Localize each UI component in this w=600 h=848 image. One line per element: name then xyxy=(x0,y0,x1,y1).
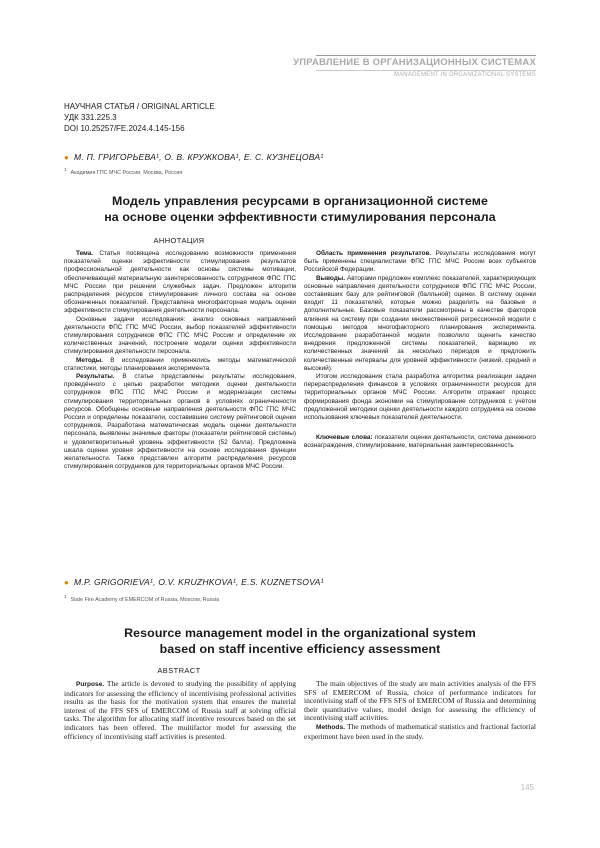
text-methods-en: The methods of mathematical statistics and fractional factorial experiment have been used in the study. xyxy=(304,721,536,741)
paragraph-keywords xyxy=(304,434,536,450)
text-tasks: Основные задачи исследования: анализ основных направлений деятельности ФПС ГПС МЧС России, выбор показателей эффективности стимулирования сотрудников ФПС ГПС МЧС России и определение их количественных значений, построение модели оценки эффективности стимулирования деятельности персонала. xyxy=(64,315,296,356)
label-topic: Тема. xyxy=(76,250,94,257)
abstract-en-right-column xyxy=(304,680,536,741)
page-number: 145 xyxy=(520,783,534,792)
paragraph-conclusions xyxy=(304,275,536,373)
affiliation-mark: 1 xyxy=(64,594,67,599)
label-keywords: Ключевые слова: xyxy=(316,434,373,442)
article-title-en xyxy=(64,625,536,657)
paragraph-topic xyxy=(64,250,296,316)
section-subtitle: MANAGEMENT IN ORGANIZATIONAL SYSTEMS xyxy=(393,72,536,78)
text-conclusions-2: Итогом исследования стала разработка алгоритма реализации задачи перераспределения финансов в условиях ограниченности ресурсов для территориальных органов МЧС России. Алгоритм отражает процесс формирования фонда экономии на стимулирование сотрудников с учётом предложенной методики оценки деятельности каждого сотрудника на основе использования ключевых показателей деятельности. xyxy=(304,373,536,422)
article-meta xyxy=(64,101,215,134)
article-type: НАУЧНАЯ СТАТЬЯ / ORIGINAL ARTICLE xyxy=(64,102,215,111)
text-scope: Результаты исследования могут быть применены специалистами ФПС ГПС МЧС России всех субъектов Российской Федерации. xyxy=(304,250,536,274)
label-results: Результаты. xyxy=(76,373,115,381)
text-keywords: показатели оценки деятельности, система денежного вознаграждения, стимулирование, материальная заинтересованность xyxy=(304,434,536,450)
label-scope: Область применения результатов. xyxy=(316,250,432,257)
affiliation-en-text: State Fire Academy of EMERCOM of Russia, Moscow, Russia xyxy=(70,596,220,603)
title-en-line1: Resource management model in the organizational system xyxy=(124,626,476,640)
paragraph-results xyxy=(64,373,296,471)
abstract-heading-ru: АННОТАЦИЯ xyxy=(153,236,205,245)
authors-ru xyxy=(64,152,323,162)
label-methods: Методы. xyxy=(76,356,103,364)
header-rule-secondary xyxy=(316,70,536,71)
paragraph-conclusions-2 xyxy=(304,373,536,422)
abstract-heading-en: ABSTRACT xyxy=(157,666,201,675)
authors-ru-text: М. П. ГРИГОРЬЕВА¹, О. В. КРУЖКОВА¹, Е. С. КУЗНЕЦОВА¹ xyxy=(74,152,324,162)
udc-code: УДК 331.225.3 xyxy=(64,113,117,122)
text-topic: Статья посвящена исследованию возможности применения показателей оценки эффективности стимулирования результатов профессиональной деятельности как основы системы мотивации, обеспечивающей материальную заинтересованность сотрудников ФПС ГПС МЧС России при решении служебных задач. Предложен алгоритм распределения ресурсов стимулирования личного состава на основе обозначенных показателей. Представлена многофакторная модель оценки эффективности стимулирования деятельности персонала. xyxy=(64,250,296,315)
doi: DOI 10.25257/FE.2024.4.145-156 xyxy=(64,124,185,133)
authors-en-text: M.P. GRIGORIEVA¹, O.V. KRUZHKOVA¹, E.S. KUZNETSOVA¹ xyxy=(74,577,324,587)
paragraph-methods-en xyxy=(304,723,536,741)
text-purpose: The article is devoted to studying the possibility of applying indicators for assessing the efficiency of incentivising professional activities results as the basis for the motivation system that ensures the material interest of the FFS SFS of EMERCOM of Russia staff at solving official tasks. The algorithm for allocating staff incentive resources based on the set indicators has been offered. The multifactor model for assessing the efficiency of incentivising staff activities is presented. xyxy=(64,679,296,741)
author-bullet-icon: ● xyxy=(64,578,70,587)
affiliation-en xyxy=(64,594,219,603)
article-title-ru xyxy=(64,193,536,225)
text-objectives: The main objectives of the study are main activities analysis of the FFS SFS of EMERCOM of Russia, choice of performance indicators for incentivising staff of the FFS SFS of EMERCOM of Russia and determining their quantitative values, model design for assessing the efficiency of incentivising staff activities. xyxy=(304,679,536,723)
label-conclusions: Выводы. xyxy=(316,274,346,282)
paragraph-methods xyxy=(64,357,296,373)
label-purpose: Purpose. xyxy=(76,681,105,688)
text-conclusions-1: Авторами предложен комплекс показателей, характеризующих основные направления деятельности сотрудников ФПС ГПС МЧС России, составивших базу для рейтинговой (балльной) оценки. В систему оценки входит 11 показателей, которые можно разделить на базовые и дополнительные. Базовые показатели рассмотрены в качестве факторов влияния на систему при создании множественной регрессионной модели с помощью методов многофакторного планирования эксперимента. Исследование разработанной модели позволило оценить качество внедрения предложенной системы показателей, вариацию их количественных значений за несколько периодов и предложить количественные интервалы для уровней эффективности (низкий, средний и высокий). xyxy=(304,274,536,372)
text-methods: В исследовании применялись методы математической статистики, методы планирования эксперимента. xyxy=(64,356,296,372)
affiliation-mark: 1 xyxy=(64,167,67,172)
text-results: В статье представлены результаты исследования, проведённого с целью разработки методики оценки деятельности сотрудников ФПС ГПС МЧС России и модернизации системы стимулирования территориальных органов в условиях ограниченности ресурсов. Обобщены основные направления деятельности ФПС ГПС МЧС России и определены показатели, составившие систему рейтинговой оценки сотрудников. Разработана математическая модель оценки деятельности персонала, выявлены значимые факторы (показатели рейтинговой системы) и удовлетворительный уровень эффективности (52 балла). Предложена шкала оценки уровня эффективности на основе исследования функции желательности. Также представлен алгоритм распределения ресурсов стимулирования сотрудников для территориальных органов МЧС России. xyxy=(64,373,296,471)
header-rule xyxy=(316,55,536,56)
author-bullet-icon: ● xyxy=(64,153,70,162)
section-title: УПРАВЛЕНИЕ В ОРГАНИЗАЦИОННЫХ СИСТЕМАХ xyxy=(293,57,536,68)
title-ru-line1: Модель управления ресурсами в организационной системе xyxy=(112,194,488,208)
abstract-en-left-column xyxy=(64,680,296,741)
authors-en xyxy=(64,577,324,587)
abstract-ru-left-column xyxy=(64,250,296,471)
paragraph-purpose xyxy=(64,680,296,741)
paragraph-objectives xyxy=(304,680,536,723)
title-en-line2: based on staff incentive efficiency assessment xyxy=(159,642,441,656)
label-methods-en: Methods. xyxy=(316,723,345,731)
affiliation-ru-text: Академия ГПС МЧС России, Москва, Россия xyxy=(70,169,183,176)
title-ru-line2: на основе оценки эффективности стимулирования персонала xyxy=(104,210,496,224)
abstract-ru-right-column xyxy=(304,250,536,451)
affiliation-ru xyxy=(64,167,182,176)
paragraph-tasks xyxy=(64,316,296,357)
paragraph-scope xyxy=(304,250,536,275)
